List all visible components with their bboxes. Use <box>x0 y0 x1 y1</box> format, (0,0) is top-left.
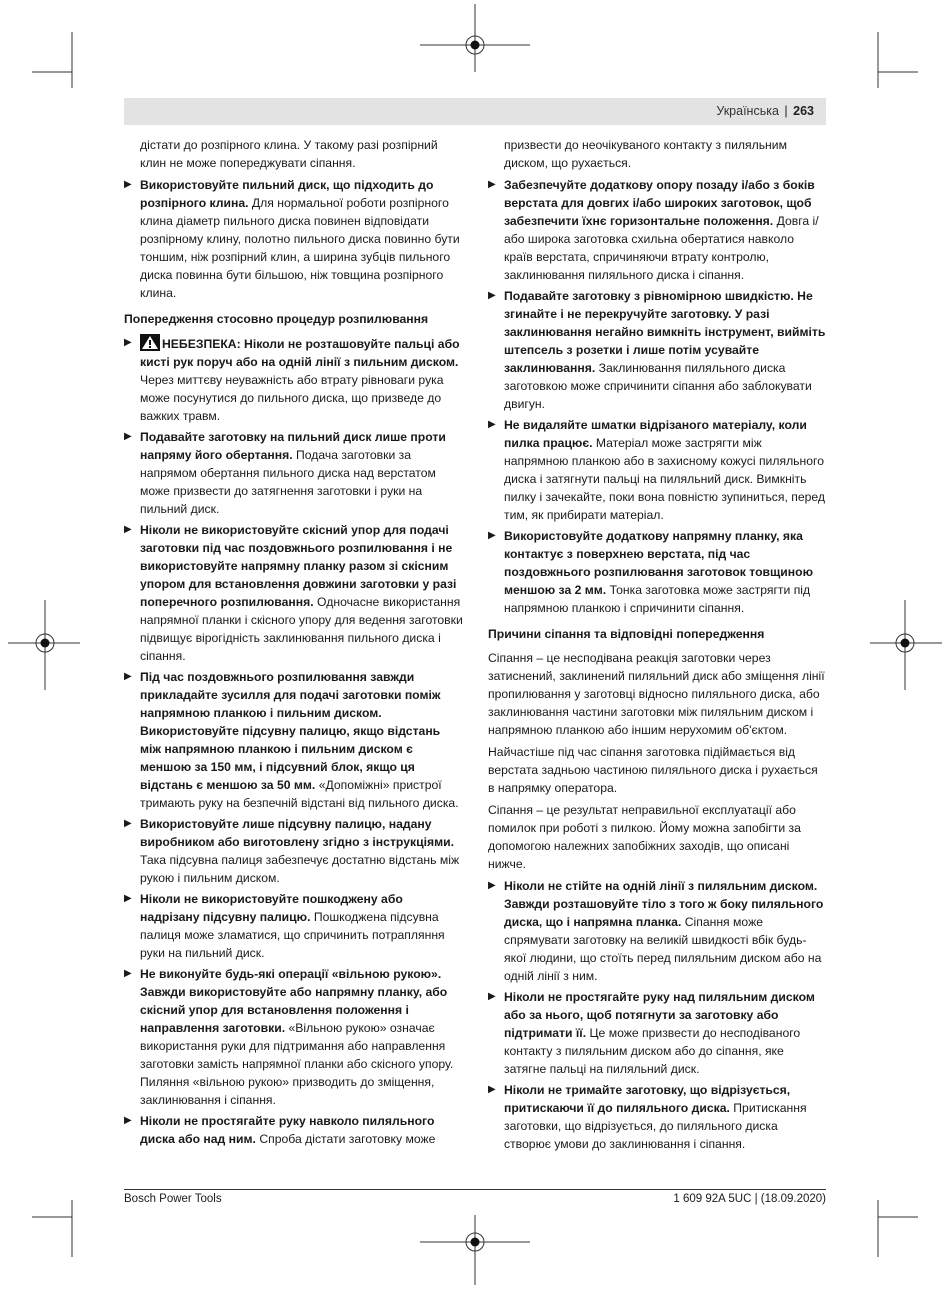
bullet-triangle-icon: ▶ <box>488 530 496 541</box>
bullet-triangle-icon: ▶ <box>124 893 132 904</box>
item-text: Тонка заготовка може застрягти під напрямною планкою і спричинити сіпання. <box>504 583 811 615</box>
list-item <box>124 334 464 425</box>
list-item <box>488 1081 826 1153</box>
item-text: Сіпання може спрямувати заготовку на великій швидкості вбік будь-якої людини, що стоїть перед пиляльним диском або на одній лінії з ним. <box>504 915 822 983</box>
bullet-triangle-icon: ▶ <box>488 290 496 301</box>
item-text: Одночасне використання напрямної планки і скісного упору для ведення заготовки підвищує вірогідність заклинювання пильного диска і сіпання. <box>140 595 463 663</box>
list-item <box>124 428 464 518</box>
paragraph: Найчастіше під час сіпання заготовка підіймається від верстата задньою частиною пиляльного диска і рухається в напрямку оператора. <box>488 745 818 795</box>
item-bold: НЕБЕЗПЕКА: Ніколи не розташовуйте пальці або кисті рук поруч або на одній лінії з пильним диском. <box>140 337 460 369</box>
list-item <box>124 521 464 665</box>
bullet-triangle-icon: ▶ <box>488 991 496 1002</box>
item-bold: Не виконуйте будь-які операції «вільною рукою». Завжди використовуйте або напрямну планку, або скісний упор для встановлення положення і направлення заготовки. <box>140 967 448 1035</box>
item-text: Подача заготовки за напрямом обертання пильного диска над верстатом може призвести до затягнення заготовки і руки на пильний диск. <box>140 448 436 516</box>
continuation-text: призвести до неочікуваного контакту з пиляльним диском, що рухається. <box>504 138 787 170</box>
footer-document-id: 1 609 92A 5UC | (18.09.2020) <box>673 1193 826 1205</box>
item-bold: Використовуйте лише підсувну палицю, надану виробником або виготовлену згідно з інструкціями. <box>140 817 454 849</box>
item-bold: Ніколи не простягайте руку навколо пиляльного диска або над ним. <box>140 1114 435 1146</box>
list-item <box>488 176 826 284</box>
list-item <box>488 877 826 985</box>
bullet-triangle-icon: ▶ <box>124 337 132 348</box>
header-separator: | <box>784 104 788 118</box>
item-text: «Допоміжні» пристрої тримають руку на безпечній відстані від пильного диска. <box>140 778 459 810</box>
page-header <box>716 104 814 118</box>
item-text: Пошкоджена підсувна палиця може зламатися, що спричинить потрапляння руки на пильний диск. <box>140 910 445 960</box>
item-text: Через миттєву неуважність або втрату рівноваги рука може посунутися до пильного диска, що призведе до важких травм. <box>140 373 444 423</box>
item-bold: Під час поздовжнього розпилювання завжди прикладайте зусилля для подачі заготовки поміж напрямною планкою і пильним диском. Використовуйте підсувну палицю, якщо відстань між напрямною планкою і пильним диском є меншою за 150 мм, і підсувний блок, якщо ця відстань є меншою за 50 мм. <box>140 670 441 792</box>
list-item <box>124 815 464 887</box>
left-column <box>124 136 464 1151</box>
item-bold: Використовуйте пильний диск, що підходить до розпірного клина. <box>140 178 434 210</box>
bullet-triangle-icon: ▶ <box>124 524 132 535</box>
item-bold: Ніколи не простягайте руку над пиляльним диском або за нього, щоб потягнути за заготовку або підтримати її. <box>504 990 815 1040</box>
item-bold: Не видаляйте шматки відрізаного матеріалу, коли пилка працює. <box>504 418 807 450</box>
list-item <box>124 176 464 302</box>
list-item <box>124 668 464 812</box>
item-bold: Забезпечуйте додаткову опору позаду і/або з боків верстата для довгих і/або широких заготовок, щоб забезпечити їхнє горизонтальне положення. <box>504 178 815 228</box>
item-text: Заклинювання пиляльного диска заготовкою може спричинити сіпання або заблокувати двигун. <box>504 361 812 411</box>
right-column <box>488 136 826 1156</box>
list-item <box>488 527 826 617</box>
page-number: 263 <box>793 104 814 118</box>
bullet-triangle-icon: ▶ <box>124 671 132 682</box>
page-header-bar <box>124 98 826 125</box>
item-bold: Ніколи не тримайте заготовку, що відрізується, притискаючи її до пиляльного диска. <box>504 1083 791 1115</box>
item-text: Це може призвести до несподіваного контакту з пиляльним диском або до сіпання, яке затягне пальці на пиляльний диск. <box>504 1026 801 1076</box>
item-bold: Подавайте заготовку з рівномірною швидкістю. Не згинайте і не перекручуйте заготовку. У разі заклинювання негайно вимкніть інструмент, вийміть штепсель з розетки і лише потім усувайте заклинювання. <box>504 289 826 375</box>
item-bold: Ніколи не стійте на одній лінії з пиляльним диском. Завжди розташовуйте тіло з того ж боку пиляльного диска, що і напрямна планка. <box>504 879 824 929</box>
footer-publisher: Bosch Power Tools <box>124 1193 222 1205</box>
list-item <box>488 988 826 1078</box>
bullet-triangle-icon: ▶ <box>124 968 132 979</box>
bullet-triangle-icon: ▶ <box>488 179 496 190</box>
item-text: Спроба дістати заготовку може <box>255 1132 436 1146</box>
item-text: Притискання заготовки, що відрізується, до пиляльного диска створює умови до заклинювання і сіпання. <box>504 1101 807 1151</box>
page-footer <box>124 1189 826 1205</box>
item-text: «Вільною рукою» означає використання руки для підтримання або направлення заготовки замість напрямної планки або скісного упору. Пиляння «вільною рукою» призводить до зміщення, заклинювання і сіпання. <box>140 1021 454 1107</box>
item-text: Для нормальної роботи розпірного клина діаметр пильного диска повинен відповідати розпірному клину, полотно пильного диска повинно бути тоншим, ніж розпірний клин, а ширина зубців пильного диска повинна бути більшою, ніж товщина розпірного клина. <box>140 196 460 300</box>
list-item <box>488 287 826 413</box>
section-heading: Причини сіпання та відповідні попередження <box>488 627 765 641</box>
bullet-triangle-icon: ▶ <box>124 179 132 190</box>
bullet-triangle-icon: ▶ <box>488 419 496 430</box>
paragraph: Сіпання – це несподівана реакція заготовки через затиснений, заклинений пиляльний диск або зміщення лінії пропилювання у заготовці відносно пиляльного диска, або заклинювання частини заготовки між пиляльним диском і напрямною планкою або іншим нерухомим об'єктом. <box>488 651 825 737</box>
header-language: Українська <box>716 104 779 118</box>
list-item <box>124 965 464 1109</box>
warning-triangle-icon <box>140 334 160 351</box>
item-text: Довга і/або широка заготовка схильна обертатися навколо країв верстата, спричиняючи втрату контролю, заклинювання пиляльного диска і сіпання. <box>504 214 819 282</box>
item-bold: Ніколи не використовуйте скісний упор для подачі заготовки під час поздовжнього розпилювання і не використовуйте напрямну планку разом зі скісним упором для встановлення довжини заготовки у разі поперечного розпилювання. <box>140 523 457 609</box>
bullet-triangle-icon: ▶ <box>124 818 132 829</box>
list-item <box>124 890 464 962</box>
list-item <box>124 1112 464 1148</box>
item-bold: Ніколи не використовуйте пошкоджену або надрізану підсувну палицю. <box>140 892 403 924</box>
item-text: Така підсувна палиця забезпечує достатню відстань між рукою і пильним диском. <box>140 853 460 885</box>
bullet-triangle-icon: ▶ <box>124 431 132 442</box>
item-bold: Подавайте заготовку на пильний диск лише проти напряму його обертання. <box>140 430 446 462</box>
bullet-triangle-icon: ▶ <box>488 1084 496 1095</box>
bullet-triangle-icon: ▶ <box>124 1115 132 1126</box>
list-item <box>488 416 826 524</box>
section-heading: Попередження стосовно процедур розпилювання <box>124 312 429 326</box>
continuation-text: дістати до розпірного клина. У такому разі розпірний клин не може попереджувати сіпання. <box>140 138 438 170</box>
item-text: Матеріал може застрягти між напрямною планкою або в захисному кожусі пиляльного диска і затягнути пальці на пиляльний диск. Вимкніть пилку і зачекайте, поки вона повністю зупиниться, перед тим, як прибирати матеріал. <box>504 436 826 522</box>
paragraph: Сіпання – це результат неправильної експлуатації або помилок при роботі з пилкою. Йому можна запобігти за допомогою належних запобіжних заходів, що описані нижче. <box>488 803 801 871</box>
bullet-triangle-icon: ▶ <box>488 880 496 891</box>
item-bold: Використовуйте додаткову напрямну планку, яка контактує з поверхнею верстата, під час поздовжнього розпилювання заготовок товщиною меншою за 2 мм. <box>504 529 813 597</box>
